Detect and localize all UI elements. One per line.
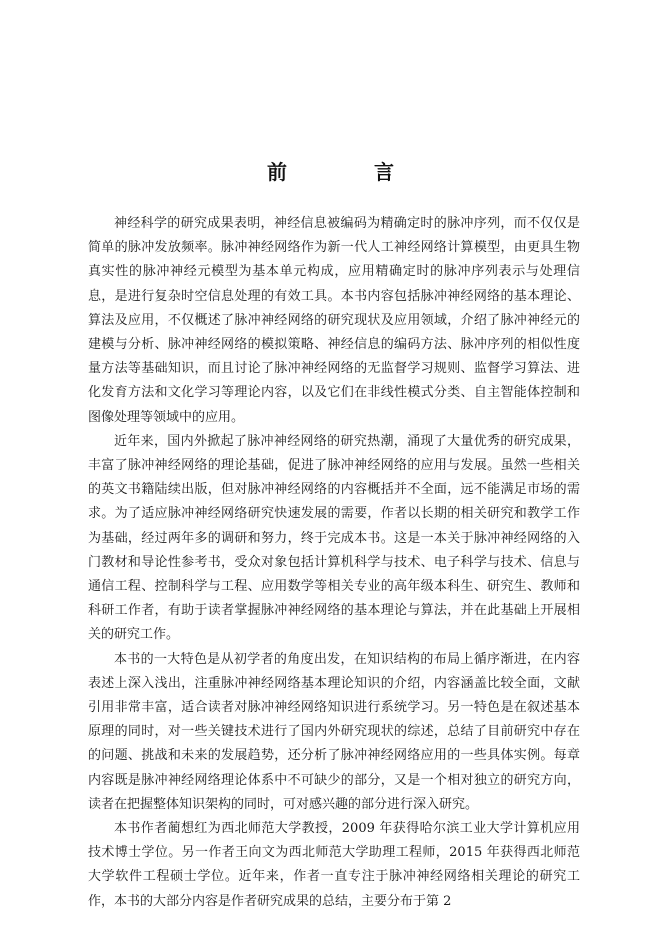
preface-body [88, 212, 580, 914]
page-title: 前 言 [267, 160, 434, 184]
paragraph: 本书作者蔺想红为西北师范大学教授，2009 年获得哈尔滨工业大学计算机应用技术博士学位。另一作者王向文为西北师范大学助理工程师，2015 年获得西北师范大学软件工程硕士学位。近年来，作者一直专注于脉冲神经网络相关理论的研究工作，本书的大部分内容是作者研究成果的总结，主要分布于第 2 [88, 821, 580, 909]
paragraph: 本书的一大特色是从初学者的角度出发，在知识结构的布局上循序渐进，在内容表述上深入浅出，注重脉冲神经网络基本理论知识的介绍，内容涵盖比较全面，文献引用非常丰富，适合读者对脉冲神经网络知识进行系统学习。另一特色是在叙述基本原理的同时，对一些关键技术进行了国内外研究现状的综述，总结了目前研究中存在的问题、挑战和未来的发展趋势，还分析了脉冲神经网络应用的一些具体实例。每章内容既是脉冲神经网络理论体系中不可缺少的部分，又是一个相对独立的研究方向，读者在把握整体知识架构的同时，可对感兴趣的部分进行深入研究。 [88, 651, 580, 812]
paragraph: 近年来，国内外掀起了脉冲神经网络的研究热潮，涌现了大量优秀的研究成果，丰富了脉冲神经网络的理论基础，促进了脉冲神经网络的应用与发展。虽然一些相关的英文书籍陆续出版，但对脉冲神经网络的内容概括并不全面，远不能满足市场的需求。为了适应脉冲神经网络研究快速发展的需要，作者以长期的相关研究和教学工作为基础，经过两年多的调研和努力，终于完成本书。这是一本关于脉冲神经网络的入门教材和导论性参考书，受众对象包括计算机科学与技术、电子科学与技术、信息与通信工程、控制科学与工程、应用数学等相关专业的高年级本科生、研究生、教师和科研工作者，有助于读者掌握脉冲神经网络的基本理论与算法，并在此基础上开展相关的研究工作。 [88, 433, 580, 643]
paragraph: 神经科学的研究成果表明，神经信息被编码为精确定时的脉冲序列，而不仅仅是简单的脉冲发放频率。脉冲神经网络作为新一代人工神经网络计算模型，由更具生物真实性的脉冲神经元模型为基本单元构成，应用精确定时的脉冲序列表示与处理信息，是进行复杂时空信息处理的有效工具。本书内容包括脉冲神经网络的基本理论、算法及应用，不仅概述了脉冲神经网络的研究现状及应用领域，介绍了脉冲神经元的建模与分析、脉冲神经网络的模拟策略、神经信息的编码方法、脉冲序列的相似性度量方法等基础知识，而且讨论了脉冲神经网络的无监督学习规则、监督学习算法、进化发育方法和文化学习等理论内容，以及它们在非线性模式分类、自主智能体控制和图像处理等领域中的应用。 [88, 216, 580, 425]
